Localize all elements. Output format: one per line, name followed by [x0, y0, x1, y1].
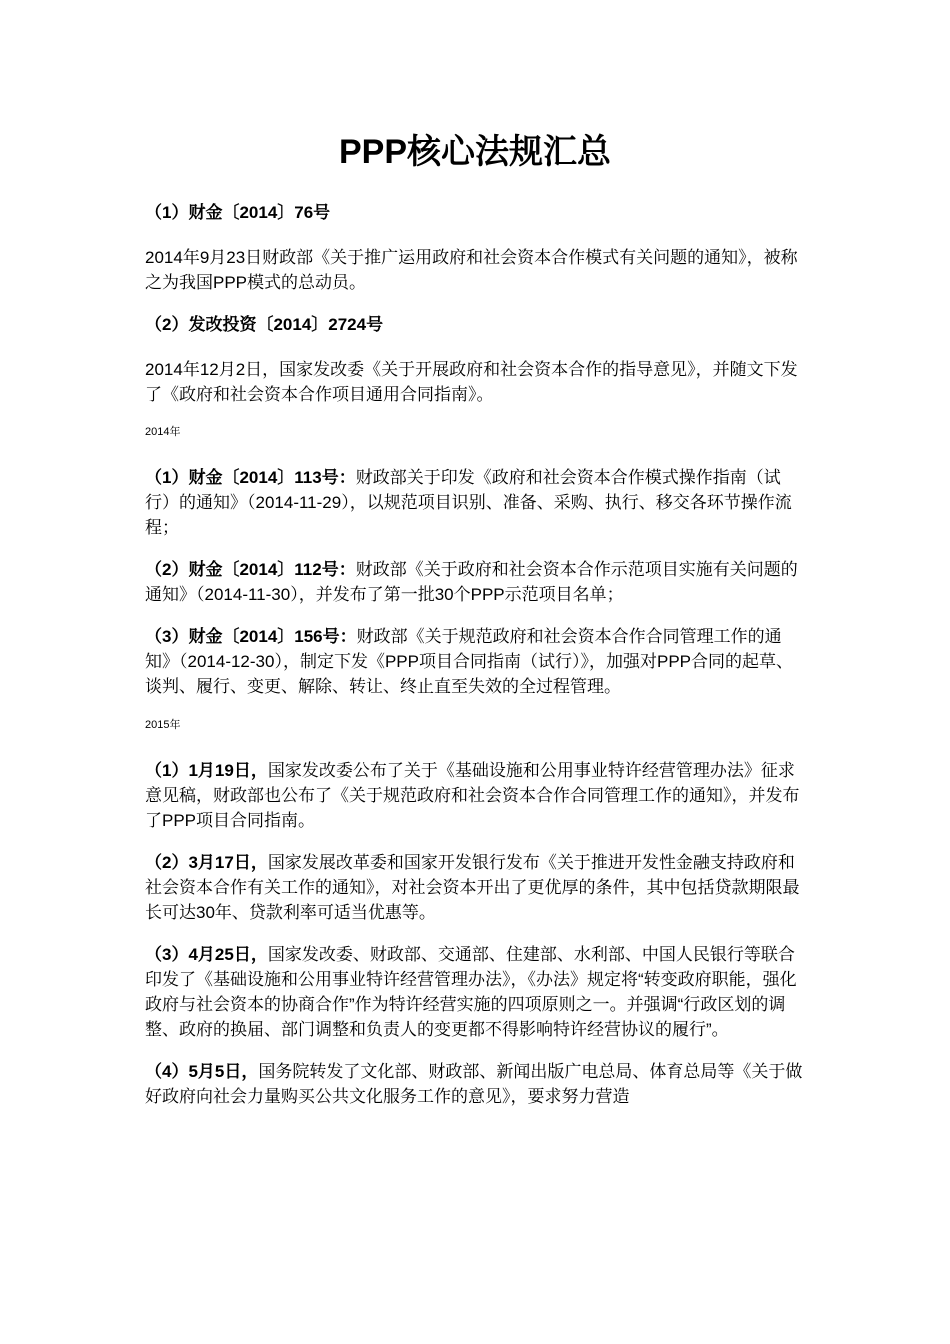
list-item-2014-2 [145, 557, 805, 607]
list-item-2015-4 [145, 1059, 805, 1109]
item-lead: （4）5月5日， [145, 1062, 259, 1081]
item-text: 财政部《关于政府和社会资本合作示范项目实施有关问题的通知》（2014-11-30），并发布了第一批30个PPP示范项目名单； [145, 560, 798, 604]
intro-heading-2: （2）发改投资〔2014〕2724号 [145, 315, 384, 334]
list-item-2015-2 [145, 850, 805, 925]
year-label-2015: 2015年 [145, 719, 181, 731]
item-text: 国家发改委公布了关于《基础设施和公用事业特许经营管理办法》征求意见稿，财政部也公布了《关于规范政府和社会资本合作合同管理工作的通知》，并发布了PPP项目合同指南。 [145, 761, 800, 830]
document-title: PPP核心法规汇总 [338, 133, 612, 171]
item-text: 国家发展改革委和国家开发银行发布《关于推进开发性金融支持政府和社会资本合作有关工作的通知》，对社会资本开出了更优厚的条件，其中包括贷款期限最长可达30年、贷款利率可适当优惠等。 [145, 853, 800, 922]
list-item-2015-3 [145, 942, 805, 1042]
item-lead: （3）4月25日， [145, 945, 268, 964]
item-lead: （1）财金〔2014〕113号： [145, 468, 356, 487]
item-text: 财政部关于印发《政府和社会资本合作模式操作指南（试行）的通知》（2014-11-29），以规范项目识别、准备、采购、执行、移交各环节操作流程； [145, 468, 792, 537]
intro-heading-1: （1）财金〔2014〕76号 [145, 203, 331, 222]
item-text: 财政部《关于规范政府和社会资本合作合同管理工作的通知》（2014-12-30），制定下发《PPP项目合同指南（试行）》，加强对PPP合同的起草、谈判、履行、变更、解除、转让、终止直至失效的全过程管理。 [145, 627, 793, 696]
intro-text-2: 2014年12月2日，国家发改委《关于开展政府和社会资本合作的指导意见》，并随文下发了《政府和社会资本合作项目通用合同指南》。 [145, 360, 798, 404]
intro-text-1: 2014年9月23日财政部《关于推广运用政府和社会资本合作模式有关问题的通知》，被称之为我国PPP模式的总动员。 [145, 248, 798, 292]
list-item-2014-3 [145, 624, 805, 699]
item-lead: （2）财金〔2014〕112号： [145, 560, 356, 579]
item-lead: （3）财金〔2014〕156号： [145, 627, 357, 646]
year-label-2014: 2014年 [145, 426, 181, 438]
item-text: 国务院转发了文化部、财政部、新闻出版广电总局、体育总局等《关于做好政府向社会力量购买公共文化服务工作的意见》，要求努力营造 [145, 1062, 803, 1106]
item-lead: （1）1月19日， [145, 761, 268, 780]
item-lead: （2）3月17日， [145, 853, 268, 872]
item-text: 国家发改委、财政部、交通部、住建部、水利部、中国人民银行等联合印发了《基础设施和公用事业特许经营管理办法》，《办法》规定将“转变政府职能，强化政府与社会资本的协商合作”作为特许经营实施的四项原则之一。并强调“行政区划的调整、政府的换届、部门调整和负责人的变更都不得影响特许经营协议的履行”。 [145, 945, 797, 1039]
list-item-2015-1 [145, 758, 805, 833]
list-item-2014-1 [145, 465, 805, 540]
